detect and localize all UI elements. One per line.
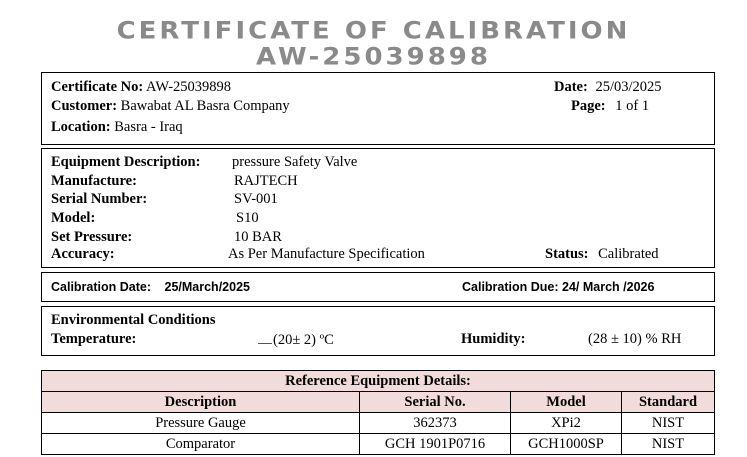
model-label: Model: [51,210,96,226]
location-label: Location: [51,119,111,135]
accuracy-label: Accuracy: [51,246,115,262]
edit-marker [258,331,272,344]
customer-label: Customer: [51,98,118,114]
manufacture-label: Manufacture: [51,173,137,189]
cell-standard: NIST [622,434,715,455]
cert-label: Certificate No: [51,79,144,95]
reference-equipment-table [41,370,715,455]
temperature-value: (20± 2) ºC [273,332,334,348]
column-header-description: Description [42,392,360,413]
calibration-due-label: Calibration Due: [462,280,559,294]
certificate-title: CERTIFICATE OF CALIBRATION [116,17,631,45]
equipment-description-value: pressure Safety Valve [232,154,358,170]
cell-model: GCH1000SP [511,434,622,455]
calibration-date-value: 25/March/2025 [164,280,250,294]
header-box [41,72,715,145]
calibration-due-value: 24/ March /2026 [562,280,655,294]
table-header-row [42,392,715,413]
page-label: Page: [571,98,606,114]
set-pressure-label: Set Pressure: [51,229,133,245]
cert-value: AW-25039898 [146,79,232,95]
calibration-date-label: Calibration Date: [51,280,152,294]
customer-value: Bawabat AL Basra Company [120,98,290,114]
status-label: Status: [545,246,589,262]
environment-box [41,306,715,356]
certificate-number [51,79,231,96]
column-header-standard: Standard [622,392,715,413]
manufacture-value: RAJTECH [234,173,298,189]
cell-description: Pressure Gauge [42,413,360,434]
table-row [42,413,715,434]
column-header-model: Model [511,392,622,413]
cell-serial: GCH 1901P0716 [360,434,511,455]
serial-number-value: SV-001 [234,191,278,207]
certificate-number-title: AW-25039898 [256,43,491,71]
environment-heading: Environmental Conditions [51,312,216,328]
date [554,79,662,96]
date-value: 25/03/2025 [595,79,662,95]
page [571,98,649,115]
serial-number-label: Serial Number: [51,191,148,207]
page-value: 1 of 1 [615,98,650,114]
date-label: Date: [554,79,588,95]
column-header-serial: Serial No. [360,392,511,413]
reference-table-caption: Reference Equipment Details: [42,371,715,392]
equipment-box [41,148,715,268]
humidity-value: (28 ± 10) % RH [588,331,682,347]
customer [51,98,290,115]
cell-standard: NIST [622,413,715,434]
accuracy-value: As Per Manufacture Specification [228,246,425,262]
location-value: Basra - Iraq [114,119,183,135]
set-pressure-value: 10 BAR [234,229,282,245]
table-row [42,434,715,455]
calibration-due [462,279,654,296]
status [545,246,659,263]
temperature [258,331,334,349]
location [51,119,183,136]
cell-description: Comparator [42,434,360,455]
status-value: Calibrated [598,246,659,262]
calibration-dates-box [41,272,715,302]
model-value: S10 [236,210,259,226]
cell-model: XPi2 [511,413,622,434]
temperature-label: Temperature: [51,331,137,347]
humidity-label: Humidity: [461,331,526,347]
calibration-date [51,279,250,296]
equipment-description-label: Equipment Description: [51,154,201,170]
cell-serial: 362373 [360,413,511,434]
